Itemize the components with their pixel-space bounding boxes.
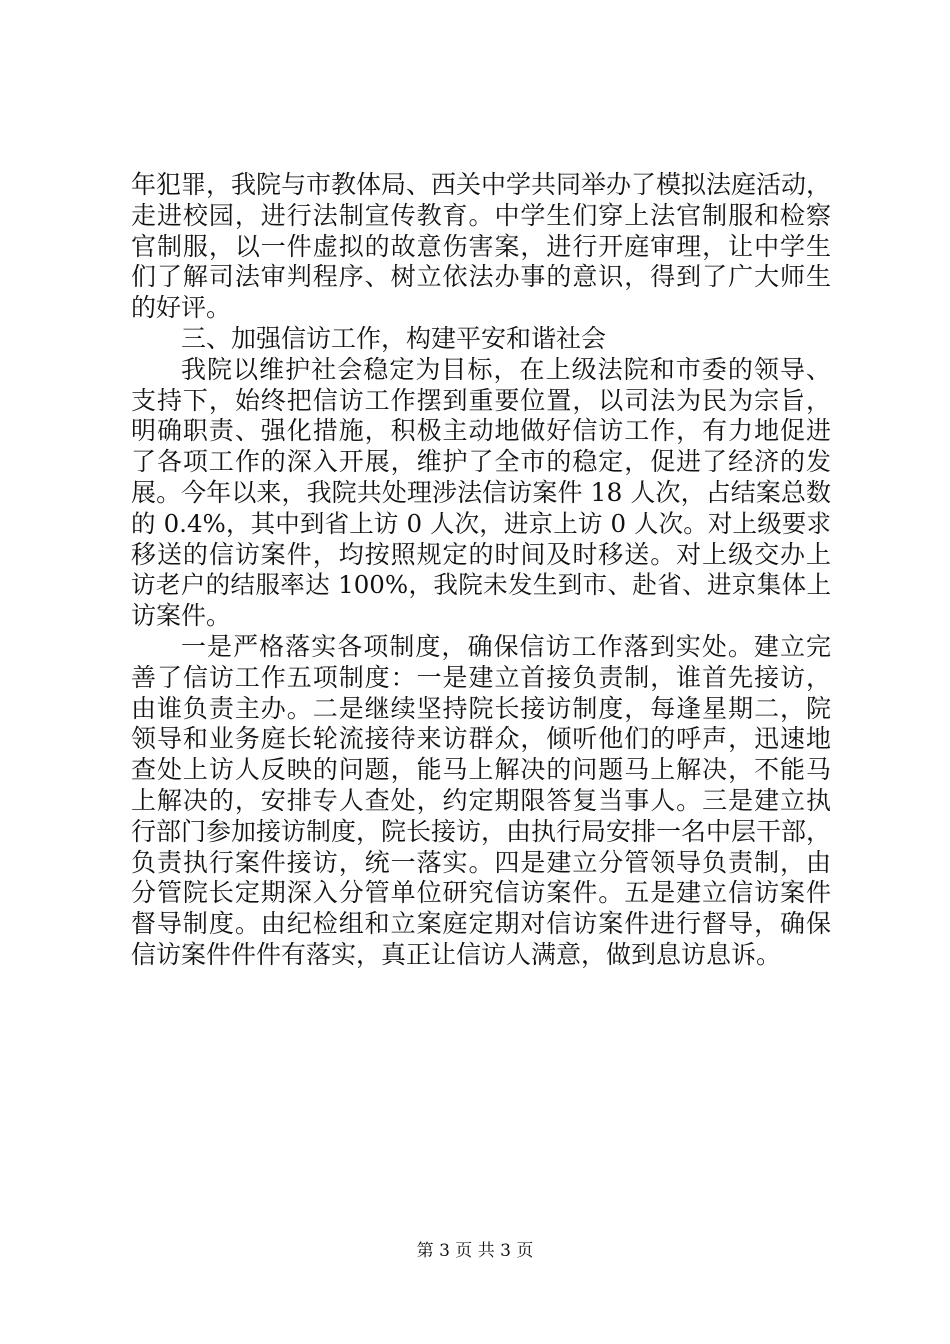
text-line: 们了解司法审判程序、树立依法办事的意识，得到了广大师生	[131, 262, 831, 292]
text-line: 分管院长定期深入分管单位研究信访案件。五是建立信访案件	[131, 878, 831, 908]
text-line: 访案件。	[131, 601, 232, 631]
text-line: 我院以维护社会稳定为目标，在上级法院和市委的领导、	[181, 354, 831, 384]
text-line: 行部门参加接访制度，院长接访，由执行局安排一名中层干部，	[131, 816, 832, 846]
text-line: 访老户的结服率达 100%，我院未发生到市、赴省、进京集体上	[131, 570, 831, 600]
text-line: 上解决的，安排专人查处，约定期限答复当事人。三是建立执	[131, 785, 831, 815]
text-line: 支持下，始终把信访工作摆到重要位置，以司法为民为宗旨，	[131, 385, 831, 415]
text-line: 官制服，以一件虚拟的故意伤害案，进行开庭审理，让中学生	[131, 231, 831, 261]
text-line: 移送的信访案件，均按照规定的时间及时移送。对上级交办上	[131, 539, 831, 569]
text-line: 三、加强信访工作，构建平安和谐社会	[181, 323, 607, 353]
text-line: 督导制度。由纪检组和立案庭定期对信访案件进行督导，确保	[131, 909, 831, 939]
text-line: 负责执行案件接访，统一落实。四是建立分管领导负责制，由	[131, 847, 831, 877]
text-line: 一是严格落实各项制度，确保信访工作落到实处。建立完	[181, 631, 831, 661]
text-line: 走进校园，进行法制宣传教育。中学生们穿上法官制服和检察	[131, 200, 831, 230]
page-footer: 第 3 页 共 3 页	[416, 1241, 534, 1261]
text-line: 的好评。	[131, 293, 232, 323]
text-line: 信访案件件件有落实，真正让信访人满意，做到息访息诉。	[131, 939, 782, 969]
text-line: 查处上访人反映的问题，能马上解决的问题马上解决，不能马	[131, 755, 831, 785]
text-line: 年犯罪，我院与市教体局、西关中学共同举办了模拟法庭活动，	[131, 170, 832, 199]
text-line: 的 0.4%，其中到省上访 0 人次，进京上访 0 人次。对上级要求	[131, 508, 831, 538]
document-body	[131, 170, 831, 971]
text-line: 善了信访工作五项制度：一是建立首接负责制，谁首先接访，	[131, 662, 831, 692]
text-line: 展。今年以来，我院共处理涉法信访案件 18 人次，占结案总数	[131, 477, 831, 507]
text-line: 领导和业务庭长轮流接待来访群众，倾听他们的呼声，迅速地	[131, 724, 831, 754]
text-line: 了各项工作的深入开展，维护了全市的稳定，促进了经济的发	[131, 447, 831, 477]
text-line: 由谁负责主办。二是继续坚持院长接访制度，每逢星期二，院	[131, 693, 831, 723]
text-line: 明确职责、强化措施，积极主动地做好信访工作，有力地促进	[131, 416, 831, 446]
